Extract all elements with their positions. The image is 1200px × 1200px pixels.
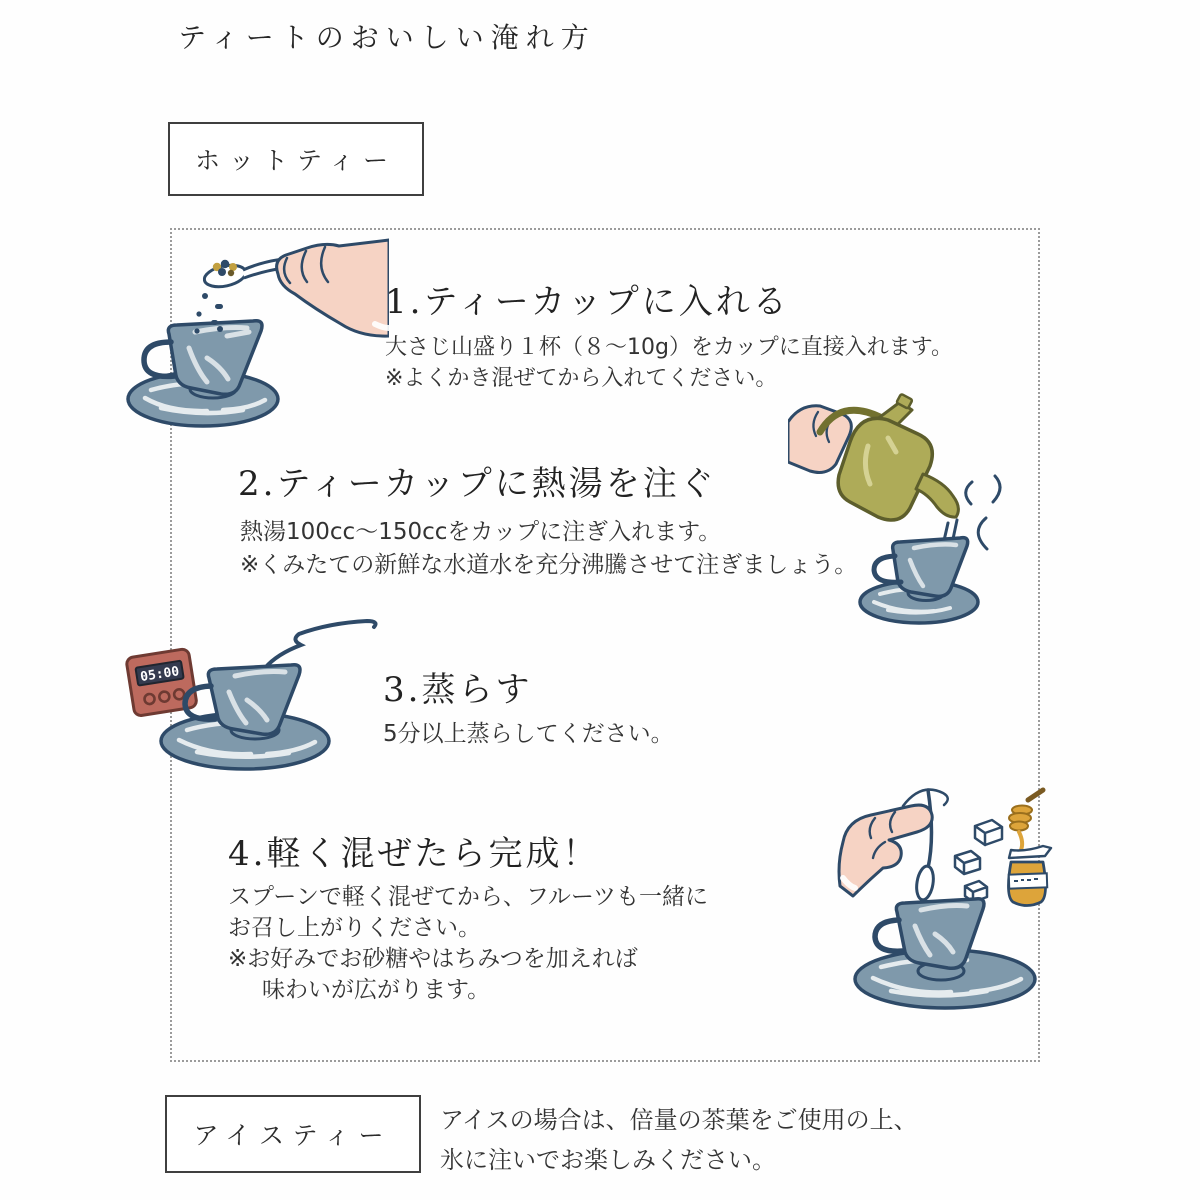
- ice-tea-body-line2: 氷に注いでお楽しみください。: [440, 1146, 776, 1174]
- step4-heading: 4.軽く混ぜたら完成！: [228, 834, 600, 874]
- ice-tea-body-line1: アイスの場合は、倍量の茶葉をご使用の上、: [440, 1106, 918, 1134]
- step3-heading: 3.蒸らす: [383, 670, 533, 710]
- step4-illustration-stirring-sugar-honey: [815, 778, 1085, 1036]
- step1-heading: 1.ティーカップに入れる: [385, 282, 790, 322]
- stir-swirl-line: [903, 790, 948, 806]
- stir-spoon-handle: [928, 790, 932, 868]
- lid-line: [265, 621, 375, 668]
- kettle-spout: [916, 474, 958, 517]
- page-title: ティートのおいしい淹れ方: [178, 21, 596, 54]
- step2-illustration-kettle-pouring: [788, 390, 1020, 640]
- steam-lines: [966, 476, 1000, 549]
- step3-body-line: 5分以上蒸らしてください。: [383, 721, 674, 747]
- step1-note-line: ※よくかき混ぜてから入れてください。: [385, 366, 778, 391]
- honey-dipper: [1009, 790, 1043, 850]
- step4-body-line1: スプーンで軽く混ぜてから、フルーツも一緒に: [228, 884, 709, 910]
- step1-illustration-spoon-tea-into-cup: [123, 238, 389, 438]
- hot-tea-label: ホットティー: [194, 146, 397, 175]
- sugar-cubes: [955, 820, 1002, 902]
- hot-tea-label-box: [168, 122, 424, 196]
- step4-note-line1: ※お好みでお砂糖やはちみつを加えれば: [228, 946, 638, 972]
- hand-shape: [277, 240, 389, 336]
- step1-body-line: 大さじ山盛り１杯（８～10g）をカップに直接入れます。: [385, 335, 953, 360]
- step2-heading: 2.ティーカップに熱湯を注ぐ: [238, 464, 717, 504]
- step4-body-line2: お召し上がりください。: [228, 915, 481, 941]
- honey-jar: [1008, 846, 1051, 906]
- step2-note-line: ※くみたての新鮮な水道水を充分沸騰させて注ぎましょう。: [240, 552, 858, 578]
- stir-spoon-bowl: [914, 865, 935, 901]
- step4-note-line2: 味わいが広がります。: [262, 977, 491, 1003]
- ice-tea-label: アイスティー: [193, 1121, 393, 1150]
- ice-tea-label-box: [165, 1095, 421, 1173]
- step3-illustration-timer-steeping-cup: [105, 608, 395, 783]
- timer-display: 05:00: [139, 664, 181, 686]
- step2-body-line: 熱湯100cc～150ccをカップに注ぎ入れます。: [240, 519, 722, 545]
- kettle-body: [838, 418, 932, 520]
